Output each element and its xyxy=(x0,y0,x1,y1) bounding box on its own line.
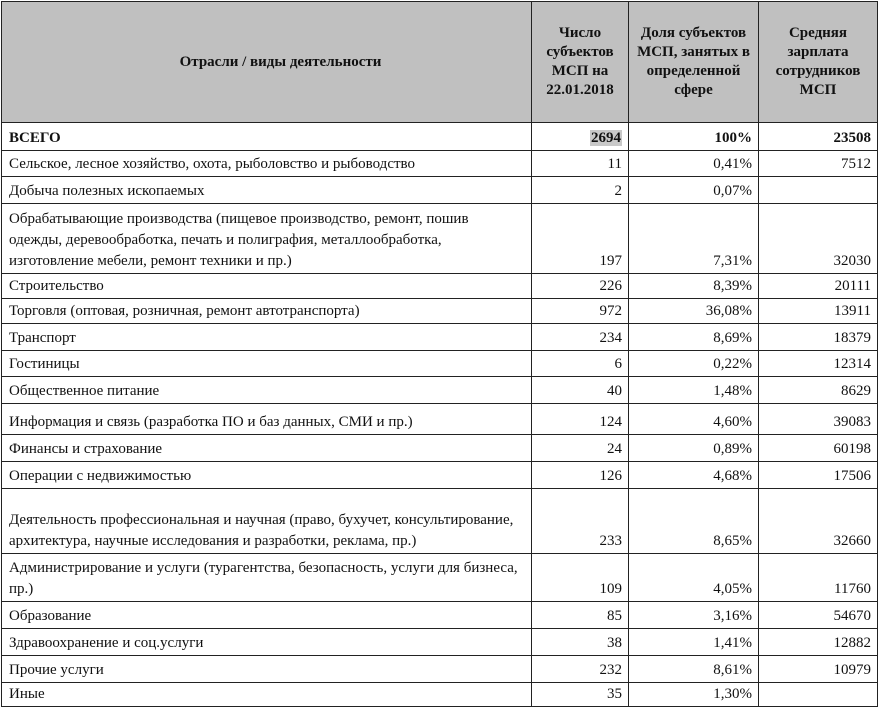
row-share: 0,22% xyxy=(629,351,759,377)
row-count: 6 xyxy=(532,351,629,377)
row-salary: 12882 xyxy=(759,629,878,656)
row-salary: 60198 xyxy=(759,435,878,462)
table-row xyxy=(2,462,878,489)
row-industry: Торговля (оптовая, розничная, ремонт автотранспорта) xyxy=(2,299,532,324)
row-share: 8,69% xyxy=(629,324,759,351)
total-count-highlight: 2694 xyxy=(591,130,621,146)
row-share: 4,68% xyxy=(629,462,759,489)
row-share: 36,08% xyxy=(629,299,759,324)
total-count xyxy=(532,123,629,151)
table-row xyxy=(2,299,878,324)
row-salary: 13911 xyxy=(759,299,878,324)
row-count: 226 xyxy=(532,274,629,299)
row-industry: Администрирование и услуги (турагентства, безопасность, услуги для бизнеса, пр.) xyxy=(2,554,532,602)
row-industry: Здравоохранение и соц.услуги xyxy=(2,629,532,656)
row-share: 7,31% xyxy=(629,204,759,274)
row-count: 232 xyxy=(532,656,629,683)
row-share: 1,30% xyxy=(629,683,759,707)
row-industry: Иные xyxy=(2,683,532,707)
total-row xyxy=(2,123,878,151)
row-share: 0,89% xyxy=(629,435,759,462)
table-row xyxy=(2,629,878,656)
row-salary: 54670 xyxy=(759,602,878,629)
row-share: 3,16% xyxy=(629,602,759,629)
row-count: 35 xyxy=(532,683,629,707)
table-row xyxy=(2,554,878,602)
row-count: 124 xyxy=(532,404,629,435)
row-salary: 20111 xyxy=(759,274,878,299)
row-share: 1,41% xyxy=(629,629,759,656)
row-share: 8,39% xyxy=(629,274,759,299)
row-salary: 39083 xyxy=(759,404,878,435)
row-salary: 32660 xyxy=(759,489,878,554)
table-row xyxy=(2,683,878,707)
row-count: 197 xyxy=(532,204,629,274)
header-row xyxy=(2,2,878,123)
row-share: 1,48% xyxy=(629,377,759,404)
table-row xyxy=(2,151,878,177)
header-industry: Отрасли / виды деятельности xyxy=(2,2,532,123)
row-industry: Транспорт xyxy=(2,324,532,351)
row-salary xyxy=(759,683,878,707)
table-row xyxy=(2,489,878,554)
table-row xyxy=(2,656,878,683)
row-industry: Финансы и страхование xyxy=(2,435,532,462)
table-row xyxy=(2,377,878,404)
row-count: 85 xyxy=(532,602,629,629)
row-industry: Образование xyxy=(2,602,532,629)
row-count: 972 xyxy=(532,299,629,324)
row-share: 8,61% xyxy=(629,656,759,683)
row-share: 4,05% xyxy=(629,554,759,602)
table-row xyxy=(2,602,878,629)
sme-industry-table xyxy=(1,1,878,707)
total-label: ВСЕГО xyxy=(2,123,532,151)
row-count: 2 xyxy=(532,177,629,204)
row-industry: Общественное питание xyxy=(2,377,532,404)
row-industry: Деятельность профессиональная и научная (право, бухучет, консультирование, архитектура, научные исследования и разработки, реклама, пр.) xyxy=(2,489,532,554)
row-salary: 10979 xyxy=(759,656,878,683)
row-salary: 11760 xyxy=(759,554,878,602)
table-row xyxy=(2,435,878,462)
table-row xyxy=(2,351,878,377)
row-count: 24 xyxy=(532,435,629,462)
row-share: 4,60% xyxy=(629,404,759,435)
row-count: 109 xyxy=(532,554,629,602)
table-row xyxy=(2,404,878,435)
table-row xyxy=(2,177,878,204)
row-salary: 32030 xyxy=(759,204,878,274)
row-share: 0,07% xyxy=(629,177,759,204)
row-industry: Обрабатывающие производства (пищевое производство, ремонт, пошив одежды, деревообработка, печать и полиграфия, металлообработка, изготовление мебели, ремонт техники и пр.) xyxy=(2,204,532,274)
row-share: 8,65% xyxy=(629,489,759,554)
row-salary: 8629 xyxy=(759,377,878,404)
row-salary: 17506 xyxy=(759,462,878,489)
row-share: 0,41% xyxy=(629,151,759,177)
row-industry: Операции с недвижимостью xyxy=(2,462,532,489)
row-count: 38 xyxy=(532,629,629,656)
row-count: 233 xyxy=(532,489,629,554)
row-industry: Сельское, лесное хозяйство, охота, рыболовство и рыбоводство xyxy=(2,151,532,177)
table-row xyxy=(2,274,878,299)
header-salary: Средняя зарплата сотрудников МСП xyxy=(759,2,878,123)
row-count: 40 xyxy=(532,377,629,404)
row-industry: Гостиницы xyxy=(2,351,532,377)
table-row xyxy=(2,204,878,274)
total-salary: 23508 xyxy=(759,123,878,151)
row-count: 234 xyxy=(532,324,629,351)
total-share: 100% xyxy=(629,123,759,151)
row-industry: Информация и связь (разработка ПО и баз данных, СМИ и пр.) xyxy=(2,404,532,435)
row-salary: 18379 xyxy=(759,324,878,351)
row-count: 126 xyxy=(532,462,629,489)
row-industry: Строительство xyxy=(2,274,532,299)
row-count: 11 xyxy=(532,151,629,177)
row-salary: 7512 xyxy=(759,151,878,177)
header-count: Число субъектов МСП на 22.01.2018 xyxy=(532,2,629,123)
row-salary: 12314 xyxy=(759,351,878,377)
header-share: Доля субъектов МСП, занятых в определенной сфере xyxy=(629,2,759,123)
table-row xyxy=(2,324,878,351)
row-industry: Прочие услуги xyxy=(2,656,532,683)
row-salary xyxy=(759,177,878,204)
row-industry: Добыча полезных ископаемых xyxy=(2,177,532,204)
